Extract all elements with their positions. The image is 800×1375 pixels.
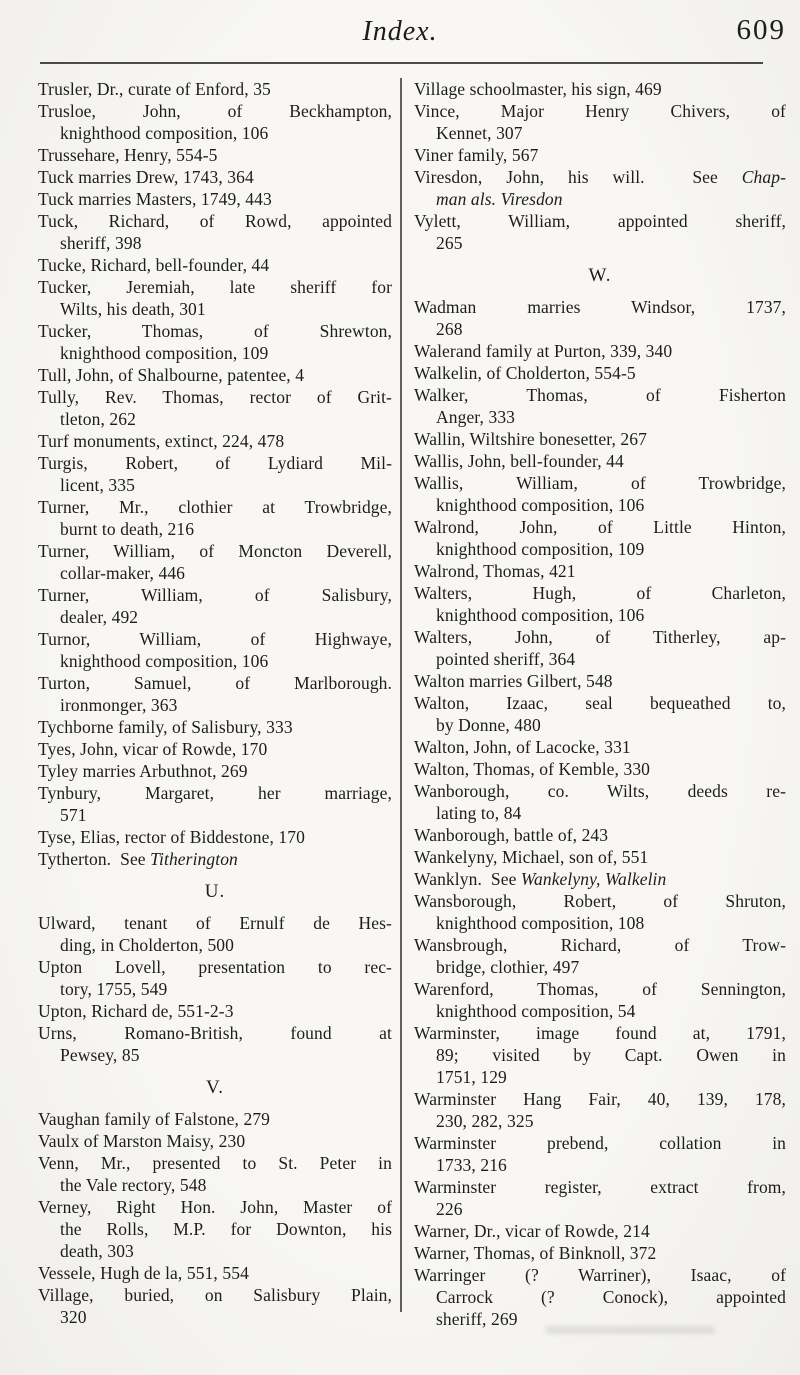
index-entry: [414, 144, 786, 166]
entry-line: knighthood composition, 106: [60, 651, 269, 671]
index-entry: [38, 716, 392, 738]
entry-line: 265: [436, 233, 463, 253]
index-entry: [414, 934, 786, 978]
index-entry: [414, 692, 786, 736]
index-entry: [414, 472, 786, 516]
index-entry: [38, 100, 392, 144]
entry-line: Warminster Hang Fair, 40, 139, 178,: [414, 1089, 786, 1109]
entry-line: Tyse, Elias, rector of Biddestone, 170: [38, 827, 305, 847]
index-entry: [414, 1176, 786, 1220]
index-entry: [414, 626, 786, 670]
entry-line: 268: [436, 319, 463, 339]
index-entry: [414, 428, 786, 450]
entry-line: 230, 282, 325: [436, 1111, 534, 1131]
entry-line: Warenford, Thomas, of Sennington,: [414, 979, 786, 999]
index-entry: [38, 78, 392, 100]
entry-line: lating to, 84: [436, 803, 522, 823]
entry-line: death, 303: [60, 1241, 134, 1261]
entry-line: collar-maker, 446: [60, 563, 186, 583]
index-entry: [414, 100, 786, 144]
entry-line: knighthood composition, 54: [436, 1001, 636, 1021]
entry-line: Tyes, John, vicar of Rowde, 170: [38, 739, 268, 759]
entry-line: Kennet, 307: [436, 123, 523, 143]
index-entry: [414, 868, 786, 890]
index-entry: [38, 320, 392, 364]
index-entry: [38, 760, 392, 782]
entry-line: Wanborough, co. Wilts, deeds re-: [414, 781, 786, 801]
entry-line: 1733, 216: [436, 1155, 507, 1175]
entry-line: 1751, 129: [436, 1067, 507, 1087]
entry-line: Turner, William, of Salisbury,: [38, 585, 392, 605]
section-heading: U.: [204, 881, 226, 902]
entry-line: Warringer (? Warriner), Isaac, of: [414, 1265, 786, 1285]
index-entry: [38, 540, 392, 584]
entry-line: knighthood composition, 106: [436, 605, 645, 625]
index-entry: [414, 296, 786, 340]
page-number: 609: [736, 14, 786, 46]
index-entry: [414, 516, 786, 560]
index-entry: [38, 848, 392, 870]
entry-line: Turgis, Robert, of Lydiard Mil-: [38, 453, 392, 473]
index-entry: [38, 738, 392, 760]
entry-line: Upton Lovell, presentation to rec-: [38, 957, 392, 977]
index-entry: [414, 210, 786, 254]
index-entry: [414, 166, 786, 210]
entry-line: Turner, William, of Moncton Deverell,: [38, 541, 392, 561]
entry-line: Wadman marries Windsor, 1737,: [414, 297, 786, 317]
entry-line: Tynbury, Margaret, her marriage,: [38, 783, 392, 803]
entry-line: Warner, Thomas, of Binknoll, 372: [414, 1243, 657, 1263]
entry-line: Tully, Rev. Thomas, rector of Grit-: [38, 387, 392, 407]
entry-line: the Vale rectory, 548: [60, 1175, 207, 1195]
entry-line: Walters, Hugh, of Charleton,: [414, 583, 786, 603]
entry-line: 571: [60, 805, 87, 825]
index-entry: [414, 758, 786, 780]
entry-line: Trusloe, John, of Beckhampton,: [38, 101, 392, 121]
index-entry: [414, 582, 786, 626]
index-entry: [38, 1196, 392, 1262]
index-entry: [414, 1022, 786, 1088]
entry-line: Walton, Thomas, of Kemble, 330: [414, 759, 651, 779]
entry-line: Upton, Richard de, 551-2-3: [38, 1001, 234, 1021]
entry-line: Vylett, William, appointed sheriff,: [414, 211, 786, 231]
entry-line: Walerand family at Purton, 339, 340: [414, 341, 673, 361]
index-entry: [414, 890, 786, 934]
index-entry: [414, 1220, 786, 1242]
entry-line: Warminster, image found at, 1791,: [414, 1023, 786, 1043]
entry-line: 89; visited by Capt. Owen in: [436, 1045, 786, 1065]
entry-line: Warminster register, extract from,: [414, 1177, 786, 1197]
entry-line: sheriff, 269: [436, 1309, 518, 1329]
entry-line: Walton, John, of Lacocke, 331: [414, 737, 631, 757]
entry-line: Tyley marries Arbuthnot, 269: [38, 761, 248, 781]
index-entry: [38, 782, 392, 826]
entry-line: Village schoolmaster, his sign, 469: [414, 79, 662, 99]
entry-line: Tuck marries Drew, 1743, 364: [38, 167, 254, 187]
entry-line: knighthood composition, 109: [60, 343, 269, 363]
index-entry: [38, 386, 392, 430]
entry-line: Warminster prebend, collation in: [414, 1133, 786, 1153]
entry-line: Viner family, 567: [414, 145, 539, 165]
entry-line: Walrond, John, of Little Hinton,: [414, 517, 786, 537]
index-entry: [38, 1262, 392, 1284]
left-column: [38, 78, 392, 1330]
entry-line: the Rolls, M.P. for Downton, his: [60, 1219, 392, 1239]
entry-line: Wanklyn. See Wankelyny, Walkelin: [414, 869, 667, 889]
entry-line: Tuck marries Masters, 1749, 443: [38, 189, 272, 209]
index-entry: [38, 166, 392, 188]
index-entry: [414, 846, 786, 868]
entry-line: knighthood composition, 109: [436, 539, 645, 559]
index-entry: [414, 1264, 786, 1330]
entry-line: Wansbrough, Richard, of Trow-: [414, 935, 786, 955]
entry-line: Carrock (? Conock), appointed: [436, 1287, 786, 1307]
entry-line: sheriff, 398: [60, 233, 142, 253]
index-entry: [38, 584, 392, 628]
entry-line: Turton, Samuel, of Marlborough.: [38, 673, 392, 693]
index-entry: [414, 1088, 786, 1132]
entry-line: Wallis, William, of Trowbridge,: [414, 473, 786, 493]
entry-line: dealer, 492: [60, 607, 139, 627]
index-entry: [38, 430, 392, 452]
entry-line: Tuck, Richard, of Rowd, appointed: [38, 211, 392, 231]
entry-line: knighthood composition, 106: [60, 123, 269, 143]
index-entry: [38, 254, 392, 276]
section-heading: V.: [205, 1077, 225, 1098]
page-title: Index.: [362, 16, 438, 47]
index-entry: [38, 1022, 392, 1066]
entry-line: Walton, Izaac, seal bequeathed to,: [414, 693, 786, 713]
index-entry: [38, 1108, 392, 1130]
entry-line: Tychborne family, of Salisbury, 333: [38, 717, 293, 737]
entry-line: 226: [436, 1199, 463, 1219]
entry-line: burnt to death, 216: [60, 519, 195, 539]
right-column: [414, 78, 790, 1330]
index-entry: [38, 188, 392, 210]
entry-line: Turf monuments, extinct, 224, 478: [38, 431, 285, 451]
index-entry: [38, 628, 392, 672]
entry-line: tory, 1755, 549: [60, 979, 168, 999]
entry-line: Village, buried, on Salisbury Plain,: [38, 1285, 392, 1305]
entry-line: tleton, 262: [60, 409, 136, 429]
entry-line: man als. Viresdon: [436, 189, 563, 209]
entry-line: Tucke, Richard, bell-founder, 44: [38, 255, 270, 275]
entry-line: Pewsey, 85: [60, 1045, 140, 1065]
index-entry: [414, 670, 786, 692]
entry-line: by Donne, 480: [436, 715, 541, 735]
index-entry: [414, 450, 786, 472]
entry-line: Wallis, John, bell-founder, 44: [414, 451, 624, 471]
index-entry: [38, 826, 392, 848]
entry-line: ding, in Cholderton, 500: [60, 935, 234, 955]
index-entry: [414, 1242, 786, 1264]
header-rule: [40, 62, 763, 64]
index-entry: [38, 496, 392, 540]
entry-line: Ulward, tenant of Ernulf de Hes-: [38, 913, 392, 933]
index-entry: [414, 978, 786, 1022]
entry-line: pointed sheriff, 364: [436, 649, 576, 669]
column-divider: [400, 78, 402, 1312]
index-entry: [38, 210, 392, 254]
index-entry: [38, 956, 392, 1000]
index-entry: [414, 780, 786, 824]
entry-line: Vaughan family of Falstone, 279: [38, 1109, 271, 1129]
index-entry: [414, 362, 786, 384]
entry-line: Walters, John, of Titherley, ap-: [414, 627, 786, 647]
entry-line: Venn, Mr., presented to St. Peter in: [38, 1153, 392, 1173]
entry-line: Wallin, Wiltshire bonesetter, 267: [414, 429, 647, 449]
index-entry: [38, 144, 392, 166]
entry-line: Urns, Romano-British, found at: [38, 1023, 392, 1043]
index-entry: [38, 1152, 392, 1196]
scan-smudge: [545, 1326, 715, 1334]
entry-line: Turnor, William, of Highwaye,: [38, 629, 392, 649]
index-entry: [38, 1284, 392, 1328]
index-entry: [38, 276, 392, 320]
entry-line: Vaulx of Marston Maisy, 230: [38, 1131, 246, 1151]
index-entry: [414, 340, 786, 362]
entry-line: Tucker, Thomas, of Shrewton,: [38, 321, 392, 341]
index-entry: [414, 560, 786, 582]
entry-line: bridge, clothier, 497: [436, 957, 580, 977]
index-entry: [414, 736, 786, 758]
entry-line: Wilts, his death, 301: [60, 299, 206, 319]
entry-line: Warner, Dr., vicar of Rowde, 214: [414, 1221, 650, 1241]
index-entry: [414, 384, 786, 428]
entry-line: Walkelin, of Cholderton, 554-5: [414, 363, 636, 383]
index-content: [0, 64, 800, 1330]
index-entry: [38, 1130, 392, 1152]
entry-line: Verney, Right Hon. John, Master of: [38, 1197, 392, 1217]
entry-line: Walrond, Thomas, 421: [414, 561, 576, 581]
entry-line: 320: [60, 1307, 87, 1327]
entry-line: Tucker, Jeremiah, late sheriff for: [38, 277, 392, 297]
index-entry: [414, 824, 786, 846]
entry-line: Trussehare, Henry, 554-5: [38, 145, 218, 165]
entry-line: Wankelyny, Michael, son of, 551: [414, 847, 649, 867]
entry-line: Tytherton. See Titherington: [38, 849, 238, 869]
entry-line: Viresdon, John, his will. See Chap-: [414, 167, 786, 187]
entry-line: Wanborough, battle of, 243: [414, 825, 609, 845]
entry-line: knighthood composition, 106: [436, 495, 645, 515]
entry-line: Walker, Thomas, of Fisherton: [414, 385, 786, 405]
entry-line: ironmonger, 363: [60, 695, 178, 715]
index-entry: [414, 78, 786, 100]
entry-line: Trusler, Dr., curate of Enford, 35: [38, 79, 271, 99]
entry-line: Wansborough, Robert, of Shruton,: [414, 891, 786, 911]
entry-line: Vessele, Hugh de la, 551, 554: [38, 1263, 249, 1283]
index-entry: [414, 1132, 786, 1176]
index-entry: [38, 364, 392, 386]
page-header: [0, 0, 800, 62]
entry-line: knighthood composition, 108: [436, 913, 645, 933]
entry-line: Anger, 333: [436, 407, 516, 427]
entry-line: Tull, John, of Shalbourne, patentee, 4: [38, 365, 305, 385]
entry-line: Walton marries Gilbert, 548: [414, 671, 613, 691]
index-entry: [38, 672, 392, 716]
entry-line: licent, 335: [60, 475, 135, 495]
index-entry: [38, 912, 392, 956]
index-entry: [38, 452, 392, 496]
section-heading: W.: [588, 265, 612, 286]
entry-line: Turner, Mr., clothier at Trowbridge,: [38, 497, 392, 517]
entry-line: Vince, Major Henry Chivers, of: [414, 101, 786, 121]
index-entry: [38, 1000, 392, 1022]
